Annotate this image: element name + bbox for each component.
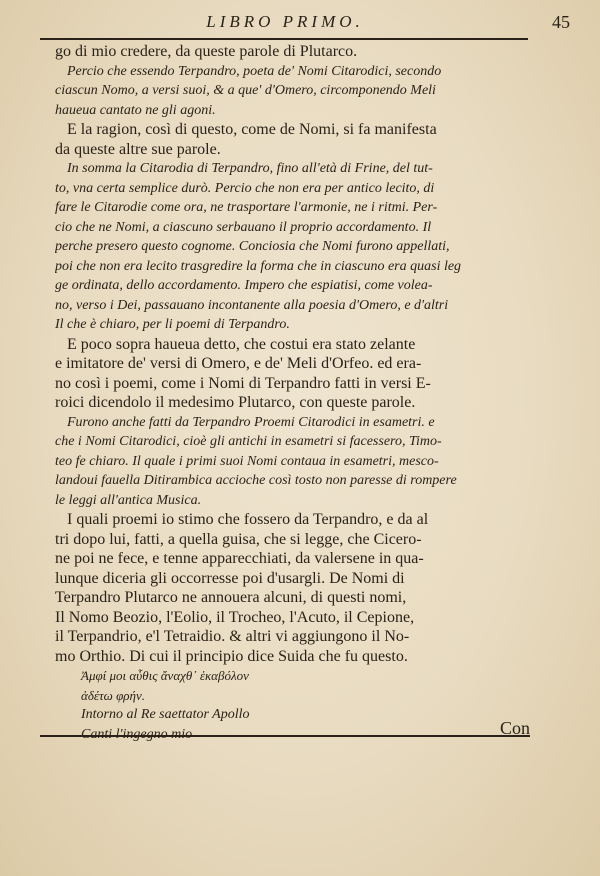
- verse-line: Canti l'ingegno mio: [81, 726, 193, 742]
- text-line: e imitatore de' versi di Omero, e de' Meli d'Orfeo. ed era-: [55, 355, 422, 372]
- quotation-paragraph: [55, 62, 520, 121]
- text-line: landoui fauella Ditirambica accioche così tosto non paresse di rompere: [55, 473, 457, 488]
- text-line: E poco sopra haueua detto, che costui era stato zelante: [67, 335, 416, 353]
- text-line: In somma la Citarodia di Terpandro, fino all'età di Frine, del tut-: [67, 161, 433, 176]
- text-line: lunque diceria gli occorresse poi d'usargli. De Nomi di: [55, 569, 405, 587]
- text-line: Terpandro Plutarco ne annouera alcuni, di questi nomi,: [55, 589, 407, 606]
- greek-quotation: [55, 666, 520, 705]
- text-line: ge ordinata, dello accordamento. Impero che espiatisi, come volea-: [55, 278, 433, 293]
- text-line: le leggi all'antica Musica.: [55, 492, 202, 508]
- text-line: no, verso i Dei, passauano incontanente alla poesia d'Omero, e d'altri: [55, 297, 449, 313]
- text-line: fare le Citarodie come ora, ne trasportare l'armonie, ne i ritmi. Per-: [55, 200, 438, 215]
- text-line: tri dopo lui, fatti, a quella guisa, che si legge, che Cicero-: [55, 530, 422, 548]
- quotation-paragraph: [55, 413, 520, 511]
- header-rule: [40, 38, 528, 40]
- text-line: Il Nomo Beozio, l'Eolio, il Trocheo, l'Acuto, il Cepione,: [55, 608, 415, 626]
- text-line: go di mio credere, da queste parole di Plutarco.: [55, 43, 358, 60]
- body-text: [55, 42, 520, 744]
- text-line: roici dicendolo il medesimo Plutarco, con queste parole.: [55, 394, 416, 411]
- body-paragraph: [55, 510, 520, 666]
- text-line: haueua cantato ne gli agoni.: [55, 102, 216, 118]
- text-line: che i Nomi Citarodici, cioè gli antichi in esametri si facessero, Timo-: [55, 434, 442, 449]
- text-line: da queste altre sue parole.: [55, 140, 221, 158]
- text-line: poi che non era lecito trasgredire la forma che in ciascuno era quasi leg: [55, 258, 462, 274]
- text-line: I quali proemi io stimo che fossero da Terpandro, e da al: [67, 511, 429, 528]
- greek-line: Ἀμφί μοι αὖθις ἄναχθ᾽ ἑκαβόλον: [81, 668, 249, 683]
- text-line: to, vna certa semplice durò. Percio che non era per antico lecito, di: [55, 180, 435, 196]
- quotation-paragraph: [55, 159, 520, 335]
- text-line: perche presero questo cognome. Conciosia che Nomi furono appellati,: [55, 239, 450, 254]
- page-header: [40, 12, 570, 36]
- catchword: Con: [499, 718, 530, 738]
- text-line: ne poi ne fece, e tenne apparecchiati, da valersene in qua-: [55, 550, 424, 567]
- text-line: Il che è chiaro, per li poemi di Terpandro.: [55, 317, 290, 332]
- text-line: Furono anche fatti da Terpandro Proemi Citarodici in esametri. e: [67, 414, 435, 430]
- text-line: teo fe chiaro. Il quale i primi suoi Nomi contaua in esametri, mesco-: [55, 453, 439, 469]
- page-number: 45: [552, 12, 570, 32]
- text-line: E la ragion, così di questo, come de Nomi, si fa manifesta: [67, 121, 437, 138]
- text-line: cio che ne Nomi, a ciascuno serbauano il proprio accordamento. Il: [55, 219, 432, 235]
- text-line: il Terpandrio, e'l Tetraidio. & altri vi aggiungono il No-: [55, 628, 410, 645]
- body-paragraph: [55, 42, 520, 62]
- text-line: Percio che essendo Terpandro, poeta de' Nomi Citarodici, secondo: [67, 63, 442, 79]
- verse-translation: [55, 705, 520, 744]
- running-head: LIBRO PRIMO.: [206, 12, 364, 31]
- greek-line: ἀδέτω φρήν.: [81, 687, 145, 703]
- text-line: ciascun Nomo, a versi suoi, & a que' d'Omero, circomponendo Meli: [55, 83, 436, 98]
- text-line: no così i poemi, come i Nomi di Terpandro fatti in versi E-: [55, 374, 431, 392]
- footer-rule: [40, 735, 530, 737]
- body-paragraph: [55, 335, 520, 413]
- verse-line: Intorno al Re saettator Apollo: [81, 707, 250, 722]
- text-line: mo Orthio. Di cui il principio dice Suida che fu questo.: [55, 647, 408, 665]
- body-paragraph: [55, 120, 520, 159]
